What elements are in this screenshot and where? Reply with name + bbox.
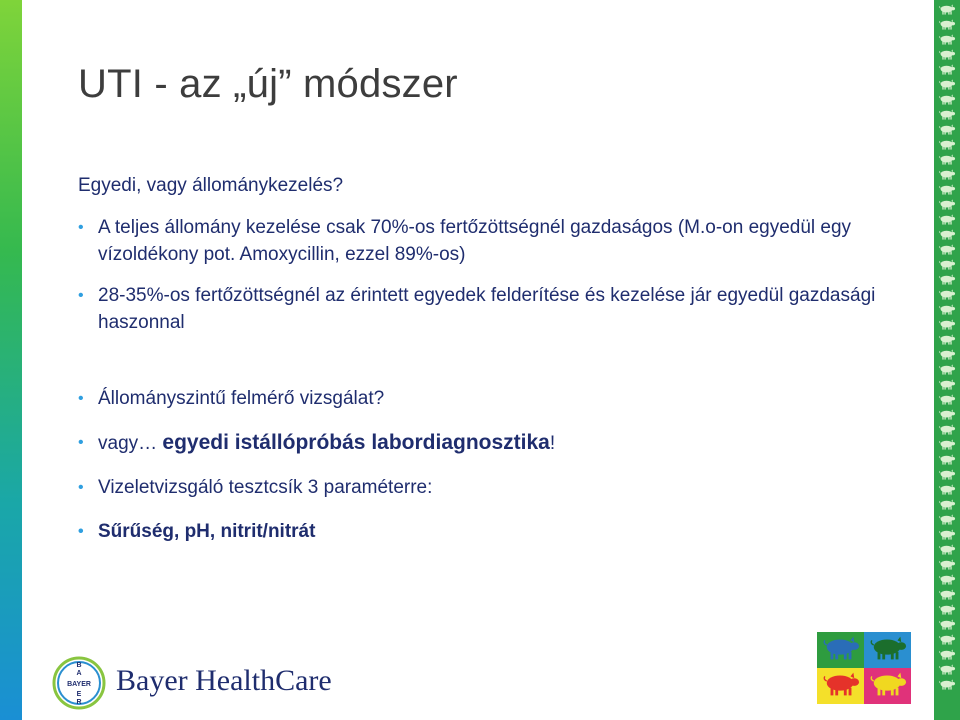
bullet-item: • 28-35%-os fertőzöttségnél az érintett egyedek felderítése és kezelése jár egyedül gazdasági haszonnal <box>78 282 878 336</box>
strip-pig-icon <box>937 228 957 240</box>
strip-pig-icon <box>937 123 957 135</box>
strip-pig-icon <box>937 393 957 405</box>
bullet-item: • A teljes állomány kezelése csak 70%-os fertőzöttségnél gazdaságos (M.o-on egyedül egy vízoldékony pot. Amoxycillin, ezzel 89%-os) <box>78 214 878 268</box>
bullet-prefix: vagy… <box>98 433 163 454</box>
strip-pig-icon <box>937 408 957 420</box>
strip-pig-icon <box>937 48 957 60</box>
pig-tile <box>864 632 911 668</box>
strip-pig-icon <box>937 318 957 330</box>
strip-pig-icon <box>937 528 957 540</box>
pig-icon <box>822 671 860 702</box>
bullet-suffix: ! <box>549 433 556 454</box>
strip-pig-icon <box>937 678 957 690</box>
strip-pig-icon <box>937 213 957 225</box>
bullet-item: • Sűrűség, pH, nitrit/nitrát <box>78 518 878 545</box>
strip-pig-icon <box>937 63 957 75</box>
strip-pig-icon <box>937 348 957 360</box>
pig-icon <box>869 671 907 702</box>
strip-pig-icon <box>937 108 957 120</box>
strip-pig-icon <box>937 138 957 150</box>
pig-tile-grid <box>817 632 911 704</box>
strip-pig-icon <box>937 663 957 675</box>
svg-text:E: E <box>76 691 82 698</box>
strip-pig-icon <box>937 498 957 510</box>
strip-pig-icon <box>937 453 957 465</box>
strip-pig-icon <box>937 468 957 480</box>
strip-pig-icon <box>937 363 957 375</box>
strip-pig-icon <box>937 183 957 195</box>
strip-pig-icon <box>937 78 957 90</box>
strip-pig-icon <box>937 93 957 105</box>
strip-pig-icon <box>937 543 957 555</box>
svg-text:R: R <box>76 699 82 706</box>
strip-pig-icon <box>937 333 957 345</box>
strip-pig-icon <box>937 438 957 450</box>
strip-pig-icon <box>937 273 957 285</box>
bullet-item <box>78 429 878 457</box>
bullet-emphasis: egyedi istállópróbás labordiagnosztika <box>162 431 550 454</box>
strip-pig-icon <box>937 168 957 180</box>
strip-pig-icon <box>937 378 957 390</box>
bullet-item: • Vizeletvizsgáló tesztcsík 3 paraméterre: <box>78 474 878 501</box>
left-gradient-bar <box>0 0 22 720</box>
bullet-item: • Állományszintű felmérő vizsgálat? <box>78 385 878 412</box>
strip-pig-icon <box>937 18 957 30</box>
strip-pig-icon <box>937 423 957 435</box>
pig-icon <box>869 635 907 666</box>
strip-pig-icon <box>937 648 957 660</box>
company-name: Bayer HealthCare <box>116 664 332 697</box>
strip-pig-icon <box>937 573 957 585</box>
bayer-cross-logo <box>52 656 106 710</box>
slide-title: UTI - az „új” módszer <box>78 62 458 106</box>
strip-pig-icon <box>937 588 957 600</box>
strip-pig-icon <box>937 243 957 255</box>
strip-pig-icon <box>937 603 957 615</box>
strip-pig-icon <box>937 513 957 525</box>
strip-pig-icon <box>937 288 957 300</box>
pig-icon <box>822 635 860 666</box>
svg-text:A: A <box>76 670 82 677</box>
strip-pig-icon <box>937 483 957 495</box>
strip-pig-icon <box>937 3 957 15</box>
bullet-list <box>78 214 878 545</box>
strip-pig-icon <box>937 198 957 210</box>
pig-tile <box>817 632 864 668</box>
strip-pig-icon <box>937 258 957 270</box>
pig-tile <box>817 668 864 704</box>
strip-pig-icon <box>937 303 957 315</box>
strip-pig-icon <box>937 558 957 570</box>
svg-text:BAYER: BAYER <box>67 681 91 688</box>
slide-subtitle: Egyedi, vagy állománykezelés? <box>78 175 344 196</box>
strip-pig-icon <box>937 33 957 45</box>
pig-tile <box>864 668 911 704</box>
strip-pig-icon <box>937 618 957 630</box>
strip-pig-icon <box>937 633 957 645</box>
svg-text:B: B <box>76 662 82 669</box>
pig-pattern-strip <box>934 0 960 720</box>
strip-pig-icon <box>937 153 957 165</box>
